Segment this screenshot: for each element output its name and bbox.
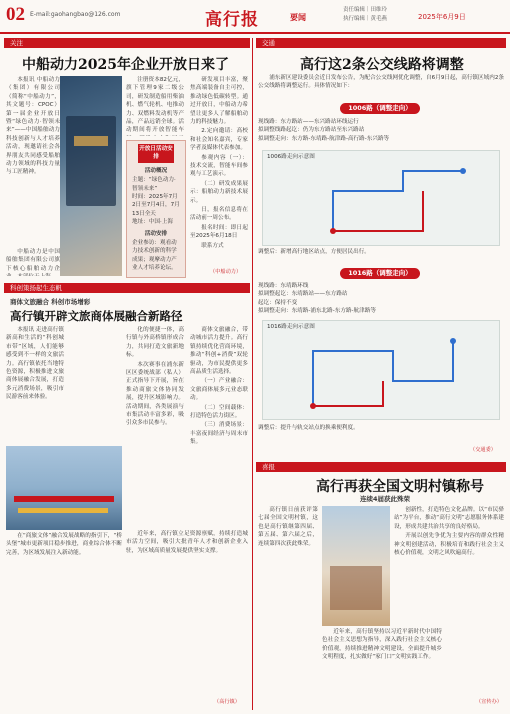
boat-race-photo (6, 446, 122, 530)
route-map-lines (263, 151, 501, 247)
email: E-mail:gaohangbao@126.com (30, 11, 121, 18)
credit: （中船动力） (210, 269, 242, 275)
article-lead: 商体文旅融合 科创市场增彩 (10, 298, 91, 306)
article-column: 中船动力是中国船舶集团有限公司旗下核心船舶动力企 (6, 249, 60, 272)
route-1006-note: 调整后：新增高行地区站点，方便居民出行。 (258, 249, 370, 255)
article-column: 在“商旅文体”融合发展战略的指引下，“桥头堡”城市更新项目稳步推进，商业综合体不断完善，为区域发展注入新动能。 (6, 533, 122, 556)
article-column: 商体文旅融合，带动城市活力提升。高行镇持续优化营商环境，推动“科创+消费”双轮驱动，为市民提供更多高品质生活选择。 （一）产业融合：文旅商体展多元业态联动。 （二）空间载体：打造特色活力街区。 （三）消费场景：丰富夜间经济与周末市集。 (190, 327, 248, 446)
page-number: 02 (6, 4, 25, 25)
article-title: 中船动力2025年企业开放日来了 (22, 57, 229, 73)
article-column: 近年来，高行镇立足资源禀赋，持续打造城市活力空间，吸引大批青年人才和创新企业入驻，为区域高质量发展提供坚实支撑。 (126, 531, 248, 554)
page-header (0, 0, 510, 34)
article-intro: 浦东新区建设委员会近日发布公告，为配合公交线网优化调整，自6月9日起，高行镇区域内2条公交线路将调整运行。具体情况如下： (258, 75, 504, 90)
route-1006-heading: 1006路（调整走向） (340, 103, 420, 114)
editors (343, 6, 387, 24)
route-1016-map (262, 320, 500, 420)
article-column: 本报讯 中船动力（集团）有限公司（简称“中船动力”，其文题号：CPOC）第一届企业开放日暨“绿色动力·智领未来”——中国船舶动力科技创新与人才培养活动，现邀请社会各界朋友共同感受船舶动力领域的科技力量与工匠精神。 (6, 77, 60, 176)
section-tag: 喜报 (256, 462, 506, 472)
map-title: 1006路走向示意图 (267, 154, 315, 160)
route-map-lines (263, 321, 501, 421)
chief-editor: 责任编辑｜田维玲 (343, 7, 388, 13)
article-column: 化的便捷一体，高行镇与外高桥镇形成合力，共同打造文旅新地标。 本次赛事在浦东新区区委统战部（私人）正式指导下开展，旨在推动商旅文体协同发展，提升区域影响力。活动期间，各类展演与市集活动丰富多彩，吸引众多市民参与。 (126, 327, 184, 427)
article-column: 近年来，高行镇坚持以习近平新时代中国特色社会主义思想为指导，深入践行社会主义核心价值观，持续推进精神文明建设，全面提升城乡文明程度，扎实做好“家门口”文明实践工作。 (322, 629, 442, 661)
box-title: 开放日活动安排 (138, 144, 174, 163)
route-1016-note: 调整后：提升与轨交站点的换乘便利度。 (258, 425, 359, 431)
section-tag: 科创策扬起生态帆 (4, 283, 250, 293)
article-column: 高行镇日前获评第七届全国文明村镇，这也是高行镇继第四届、第五届、第六届之后，连续第四次获此殊荣。 (258, 507, 318, 547)
factory-photo (60, 76, 122, 276)
paper-logo: 高行报 (205, 10, 259, 30)
issue-date: 2025年6月9日 (418, 13, 466, 21)
map-title: 1016路走向示意图 (267, 324, 315, 330)
article-column: 注册资本82亿元，旗下管理9家二级公司，研发制造船用柴油机、燃气轮机、电推动力、双燃料发动机等产品，产品远销全球。活动期间将开放智能车 (126, 77, 184, 134)
credit: （宣传办） (476, 699, 502, 705)
article-title: 高行镇开辟文旅商体展融合新路径 (10, 309, 183, 323)
section-tag: 关注 (4, 38, 250, 48)
page-label: 要闻 (290, 13, 306, 22)
credit: （高行镇） (214, 699, 240, 705)
article-column: 创新性，打造特色文化品牌。以“市民驿站”为平台，推动“高行文明”志愿服务体系建设，形成共建共治共享的良好格局。 开展以创先争优为主要内容的群众性精神文明创建活动，积极培育和践行社会主义核心价值观，文明之风吹遍高行。 (394, 507, 504, 557)
award-photo (322, 506, 390, 626)
article-column: 日，报名信息将在活动前一周公布。 报名时间：即日起至2025年6月18日 联系方式 (190, 207, 248, 249)
route-1006-map (262, 150, 500, 246)
article-title: 高行这2条公交线路将调整 (300, 57, 464, 73)
credit: （交通委） (470, 447, 496, 453)
article-column: 本报讯 走进高行镇新高和生活的“科创城市带”区域，人们能够感受到不一样的文旅活力。高行镇依托当地特色资源，积极推进文旅商体展融合发展，打造多元消费场景，吸引市民游客前来体验。 (6, 327, 64, 401)
route-1016-heading: 1016路（调整走向） (340, 268, 420, 279)
duty-editor: 执行编辑｜黄毛燕 (343, 16, 388, 22)
column-divider (252, 38, 253, 710)
route-1006-text: 现线路：东方路站——东兴路站环线运行 拟调整线路起讫：仍为东方路站至东兴路站 拟调整走向：东方路-东靖路-航津路-高行路-东兴路等 (258, 119, 390, 142)
article-column: 研发项目丰富，聚焦高端装备自主可控，推动绿色低碳转型。通过开放日，中船动力希望让更多人了解船舶动力的科技魅力。 2.定向邀请：高校和社会知名嘉宾，专家学者及媒体代表参加。 参观内容（一）：技术交流，智能车间参观与工艺演示。 （二）研发成果展示：船舶动力新技术展示。 (190, 77, 248, 204)
article-subtitle: 连续4届获此殊荣 (360, 495, 411, 503)
article-title: 高行再获全国文明村镇称号 (316, 479, 484, 495)
event-info-box: 开放日活动安排 活动概况 主题：“绿色动力·智领未来” 时间：2025年7月2日至7月4日，7月13日全天 地址：中国·上海 活动安排 企业参访：观看动力技术创新的科学成果；观摩动力产业人才培养论坛。 (126, 140, 186, 278)
route-1016-text: 现线路：东靖路环线 拟调整起讫：东靖路站——东方路站 起讫：保持不变 拟调整走向：东靖路-浦东北路-东方路-航津路等 (258, 283, 376, 315)
section-tag: 交通 (256, 38, 506, 48)
